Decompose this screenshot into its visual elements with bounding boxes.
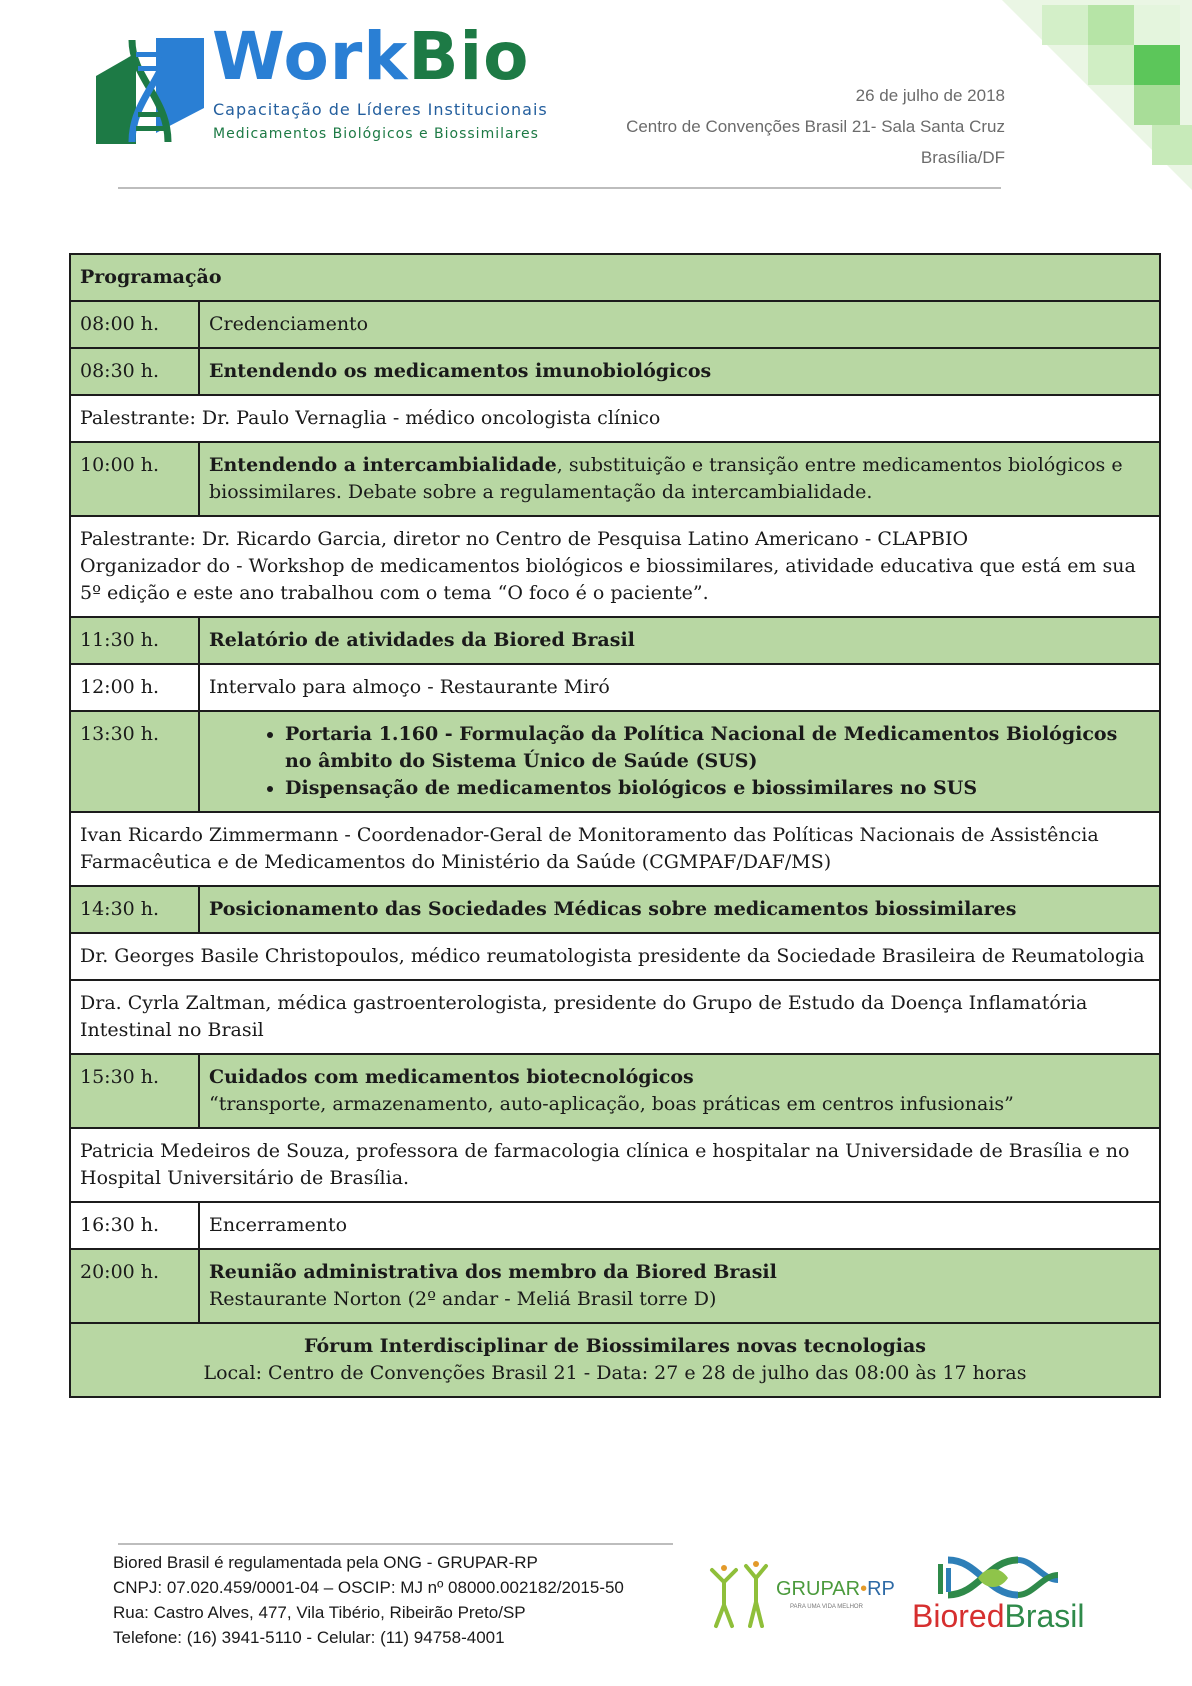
table-row xyxy=(70,442,1160,516)
table-row xyxy=(70,301,1160,348)
grupar-tagline: PARA UMA VIDA MELHOR xyxy=(790,1604,863,1610)
row-text: Credenciamento xyxy=(199,301,1160,348)
event-date: 26 de julho de 2018 xyxy=(855,86,1005,105)
table-row xyxy=(70,812,1160,886)
table-row xyxy=(70,886,1160,933)
grupar-logo-text: GRUPAR•RP xyxy=(776,1578,895,1600)
speaker-text: Patricia Medeiros de Souza, professora de farmacologia clínica e hospitalar na Universidade de Brasília e no Hospital Universitário de Brasília. xyxy=(70,1128,1160,1202)
program-table xyxy=(69,253,1161,1398)
table-row xyxy=(70,1202,1160,1249)
row-time: 08:00 h. xyxy=(70,301,199,348)
workbio-logo-title xyxy=(212,18,530,95)
row-title: Posicionamento das Sociedades Médicas sobre medicamentos biossimilares xyxy=(199,886,1160,933)
event-info xyxy=(626,80,1005,173)
biored-logo-text: BioredBrasil xyxy=(912,1598,1085,1634)
row-bullets xyxy=(199,711,1160,812)
program-heading: Programação xyxy=(70,254,1160,301)
speaker-text: Ivan Ricardo Zimmermann - Coordenador-Geral de Monitoramento das Políticas Nacionais de Assistência Farmacêutica e de Medicamentos do Ministério da Saúde (CGMPAF/DAF/MS) xyxy=(70,812,1160,886)
row-title: Relatório de atividades da Biored Brasil xyxy=(199,617,1160,664)
table-row xyxy=(70,980,1160,1054)
footer-line: Telefone: (16) 3941-5110 - Celular: (11) 94758-4001 xyxy=(113,1628,505,1647)
header-divider xyxy=(118,187,1001,189)
table-row xyxy=(70,1323,1160,1397)
row-text: Intervalo para almoço - Restaurante Miró xyxy=(199,664,1160,711)
row-time: 12:00 h. xyxy=(70,664,199,711)
row-title: Entendendo a intercambialidade, substituição e transição entre medicamentos biológicos e biossimilares. Debate sobre a regulamentação da intercambialidade. xyxy=(199,442,1160,516)
footer-line: CNPJ: 07.020.459/0001-04 – OSCIP: MJ nº 08000.002182/2015-50 xyxy=(113,1578,624,1597)
row-time: 11:30 h. xyxy=(70,617,199,664)
row-time: 08:30 h. xyxy=(70,348,199,395)
row-time: 16:30 h. xyxy=(70,1202,199,1249)
bullet-item: • Dispensação de medicamentos biológicos e biossimilares no SUS xyxy=(285,775,1150,802)
table-row xyxy=(70,617,1160,664)
decorative-corner-squares xyxy=(1002,0,1192,190)
footer-divider xyxy=(118,1543,673,1545)
row-title: Reunião administrativa dos membro da Biored Brasil Restaurante Norton (2º andar - Meliá Brasil torre D) xyxy=(199,1249,1160,1323)
speaker-text: Dr. Georges Basile Christopoulos, médico reumatologista presidente da Sociedade Brasileira de Reumatologia xyxy=(70,933,1160,980)
row-text: Encerramento xyxy=(199,1202,1160,1249)
forum-announcement: Fórum Interdisciplinar de Biossimilares novas tecnologias Local: Centro de Convenções Brasil 21 - Data: 27 e 28 de julho das 08:00 às 17 horas xyxy=(70,1323,1160,1397)
event-city: Brasília/DF xyxy=(920,148,1005,167)
event-venue: Centro de Convenções Brasil 21- Sala Santa Cruz xyxy=(626,117,1005,136)
table-row xyxy=(70,1128,1160,1202)
row-title: Entendendo os medicamentos imunobiológicos xyxy=(199,348,1160,395)
footer-line: Rua: Castro Alves, 477, Vila Tibério, Ribeirão Preto/SP xyxy=(113,1603,526,1622)
bullet-item: • Portaria 1.160 - Formulação da Política Nacional de Medicamentos Biológicos no âmbito do Sistema Único de Saúde (SUS) xyxy=(285,721,1150,775)
table-row xyxy=(70,395,1160,442)
row-time: 13:30 h. xyxy=(70,711,199,812)
footer-line: Biored Brasil é regulamentada pela ONG - GRUPAR-RP xyxy=(113,1553,538,1572)
row-time: 10:00 h. xyxy=(70,442,199,516)
logo-title-bio: Bio xyxy=(408,18,530,95)
workbio-dna-icon xyxy=(96,38,204,144)
speaker-text: Palestrante: Dr. Paulo Vernaglia - médico oncologista clínico xyxy=(70,395,1160,442)
table-row xyxy=(70,1249,1160,1323)
row-time: 20:00 h. xyxy=(70,1249,199,1323)
speaker-text: Palestrante: Dr. Ricardo Garcia, diretor no Centro de Pesquisa Latino Americano - CLAPBIO Organizador do - Workshop de medicamentos biológicos e biossimilares, atividade educativa que está em sua 5º edição e este ano trabalhou com o tema “O foco é o paciente”. xyxy=(70,516,1160,617)
table-row xyxy=(70,664,1160,711)
table-row xyxy=(70,1054,1160,1128)
speaker-text: Dra. Cyrla Zaltman, médica gastroenterologista, presidente do Grupo de Estudo da Doença Inflamatória Intestinal no Brasil xyxy=(70,980,1160,1054)
row-time: 14:30 h. xyxy=(70,886,199,933)
table-row xyxy=(70,254,1160,301)
logo-subtitle-1: Capacitação de Líderes Institucionais xyxy=(213,100,548,119)
table-row xyxy=(70,933,1160,980)
row-title: Cuidados com medicamentos biotecnológicos “transporte, armazenamento, auto-aplicação, boas práticas em centros infusionais” xyxy=(199,1054,1160,1128)
table-row xyxy=(70,348,1160,395)
footer-contact xyxy=(113,1550,624,1650)
logo-subtitle-2: Medicamentos Biológicos e Biossimilares xyxy=(213,126,539,142)
table-row xyxy=(70,711,1160,812)
logo-title-work: Work xyxy=(212,18,409,95)
row-time: 15:30 h. xyxy=(70,1054,199,1128)
table-row xyxy=(70,516,1160,617)
